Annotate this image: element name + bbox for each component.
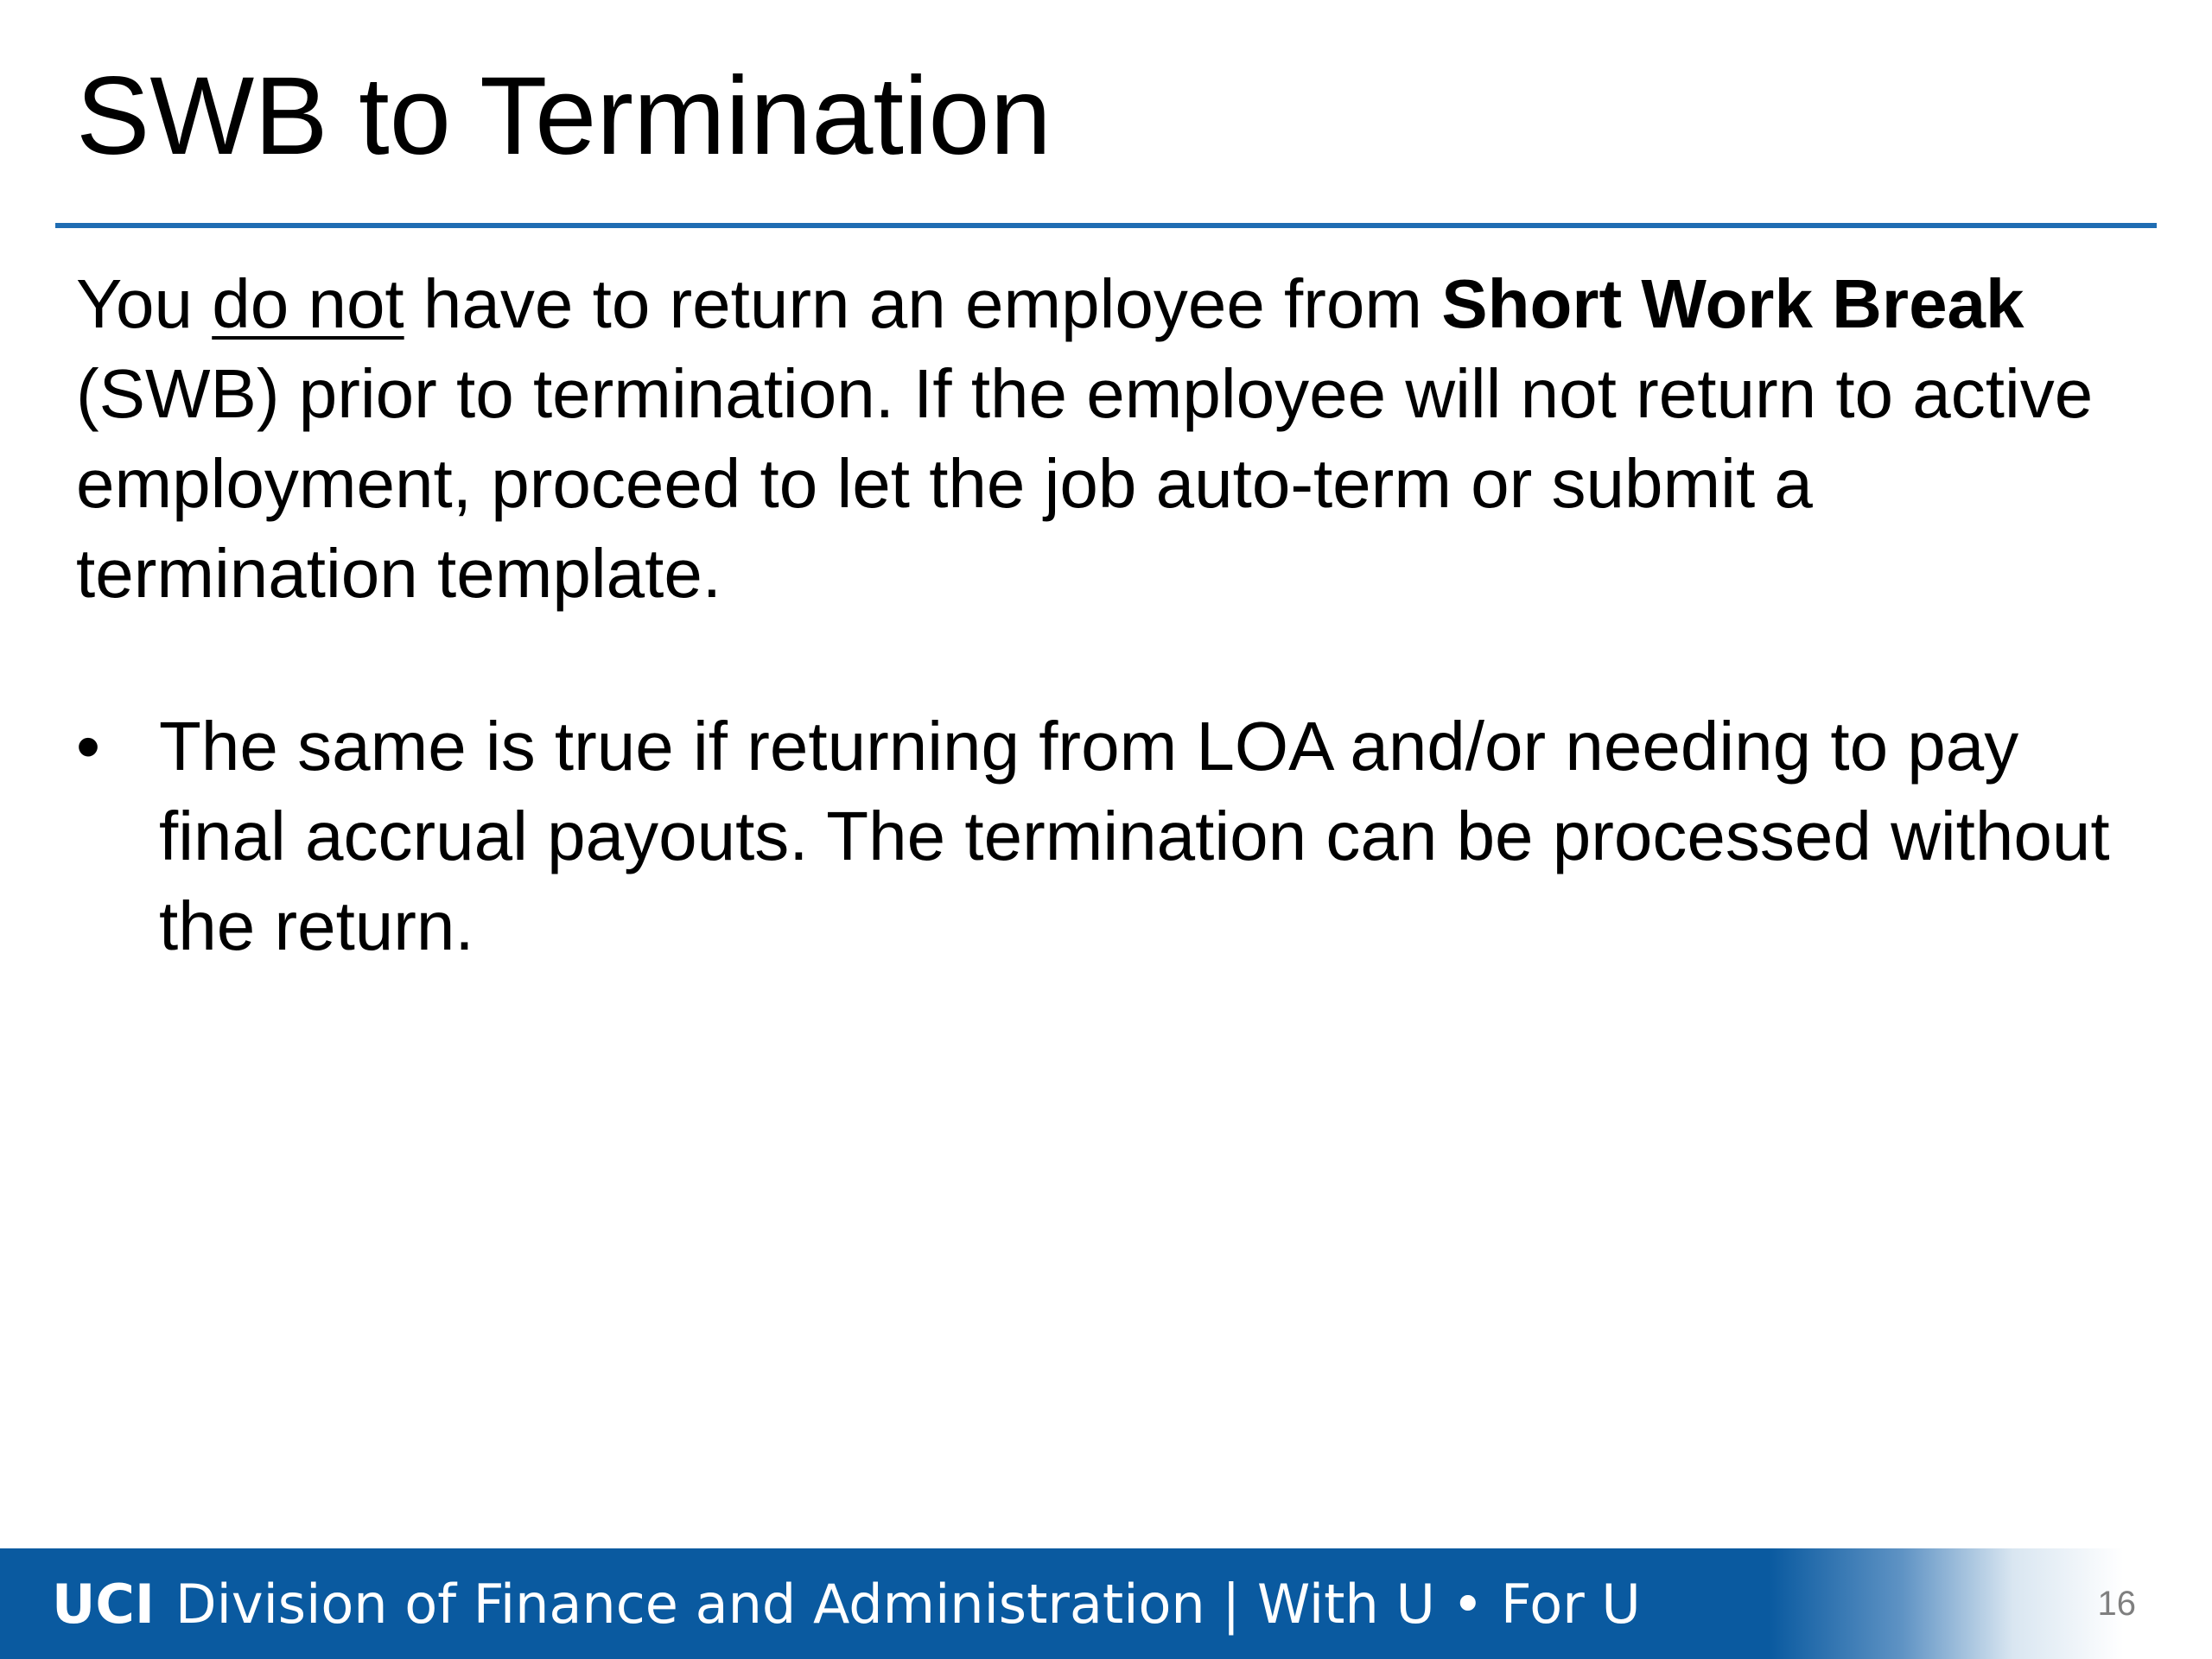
bullet-text: The same is true if returning from LOA and/or needing to pay final accrual payouts. The termination can be processed without the return. — [159, 708, 2110, 964]
intro-bold-text: Short Work Break — [1441, 265, 2024, 342]
intro-text-1: You — [76, 265, 213, 342]
page-number: 16 — [2097, 1585, 2136, 1623]
slide-body — [76, 259, 2150, 971]
intro-text-3: (SWB) prior to termination. If the employee will not return to active employment, proceed to let the job auto-term or submit a termination template. — [76, 355, 2094, 612]
intro-underlined-text: do not — [212, 265, 404, 342]
uci-logo: UCI — [52, 1572, 155, 1636]
footer-branding — [52, 1569, 1641, 1638]
footer-tagline: Division of Finance and Administration | With U • For U — [175, 1572, 1641, 1636]
slide-title: SWB to Termination — [76, 54, 1052, 178]
title-divider — [55, 223, 2157, 228]
footer-bar — [0, 1548, 2212, 1659]
intro-paragraph — [76, 259, 2150, 619]
bullet-marker: • — [76, 708, 101, 785]
bullet-item — [76, 702, 2150, 971]
intro-text-2: have to return an employee from — [404, 265, 1442, 342]
